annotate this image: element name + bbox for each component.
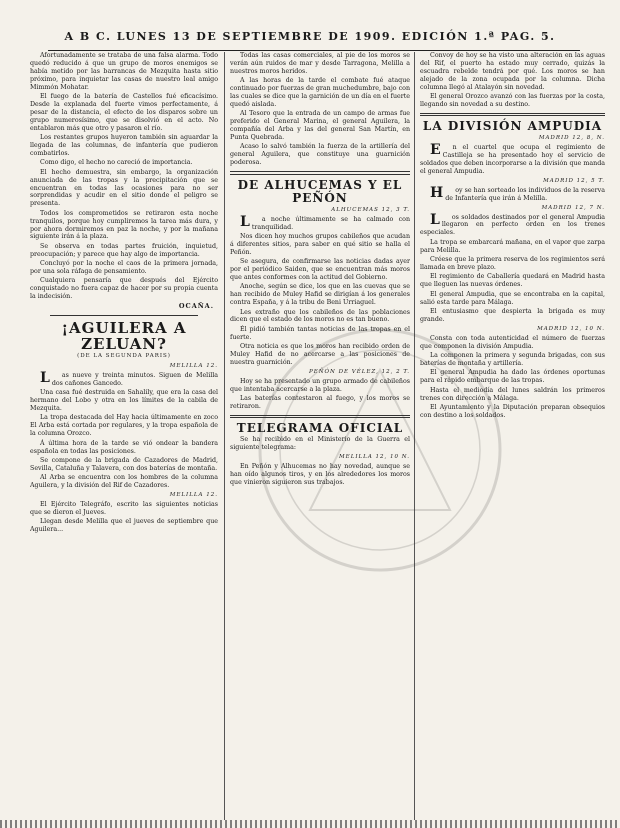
dateline: ALHUCEMAS 12, 3 T. (331, 206, 410, 213)
dateline: MELILLA 12. (169, 492, 218, 499)
article-headline: LA DIVISIÓN AMPUDIA (422, 119, 603, 134)
article-subtitle: (DE LA SEGUNDA PARIS) (77, 353, 171, 360)
column-separator (224, 52, 225, 820)
paragraph: El Ejército Telegráfo, escrito las siguientes noticias que se dieron el Jueves. (30, 501, 218, 516)
paragraph: Nos dicen hoy muchos grupos cabileños que acudan á diferentes sitios, para saber en qué sitio se halla el Peñón. (230, 232, 410, 256)
paragraph: Cualquiera pensaría que después del Ejército conquistado no fuera capaz de hacer por su propia cuenta la indecisión. (30, 277, 218, 301)
paragraph: En Peñón y Alhucemas no hay novedad, aunque se han oído algunos tiros, y en los alrededores los moros que vinieron siguieron sus trabajos. (230, 463, 410, 486)
paragraph: Se ha recibido en el Ministerio de la Guerra el siguiente telegrama: (230, 436, 410, 452)
paragraph: Hasta el mediodía del lunes saldrán los primeros trenes con dirección a Málaga. (420, 386, 605, 402)
paragraph: Los restantes grupos huyeron también sin aguardar la llegada de las columnas, de infantería que pudieron combatirlos. (30, 134, 218, 157)
paragraph: El fuego de la batería de Castellos fué eficacísimo. Desde la explanada del fuerte vimos perfectamente, á pesar de la distancia, el efecto de los disparos sobre un grupo numerosísimo, que se disolvió en el acto. No entablaron más que otro y pasaron el río. (30, 93, 218, 132)
dateline: MADRID 12, 8, N. (538, 135, 605, 142)
paragraph: Afortunadamente se trataba de una falsa alarma. Todo quedó reducido á que un grupo de moros enemigos se había metido por las barrancas de Mezquita hasta sitio próximo, para inquietar las casas de nuestro leal amigo Mimmón Mohatar. (30, 52, 218, 91)
paragraph: Se observa en todas partes fruición, inquietud, preocupación; y parece que hay algo de importancia. (30, 242, 218, 258)
paragraph: Los soldados destinados por el general Ampudia llegaron en perfecto orden en los trenes especiales. (420, 211, 605, 237)
paragraph: Una casa fué destruida en Sahalily, que era la casa del hermano del Lobo y otra en los límites de la cabila de Mezquita. (30, 389, 218, 413)
paragraph: Las nueve y treinta minutos. Siguen de Melilla dos cañones Gancedo. (40, 369, 218, 387)
paragraph: El general Ampudia, que se encontraba en la capital, salió esta tarde para Málaga. (420, 290, 605, 306)
dateline: MELILLA 12, 10 N. (339, 454, 410, 461)
paragraph: La componen la primera y segunda brigadas, con sus baterías de montaña y artillería. (420, 352, 605, 367)
section-rule (230, 171, 410, 175)
paragraph: El entusiasmo que despierta la brigada es muy grande. (420, 307, 605, 323)
dateline: PEÑÓN DE VÉLEZ, 12, 2 T. (309, 368, 410, 375)
dateline: MADRID 12, 5 T. (543, 177, 605, 184)
paragraph: Acaso lo salvó también la fuerza de la artillería del general Aguilera, que constituye una guarnición poderosa. (230, 143, 410, 167)
column-2 (230, 52, 410, 820)
paragraph: El regimiento de Caballería quedará en Madrid hasta que lleguen las nuevas órdenes. (420, 273, 605, 289)
paragraph: Al Arba se encuentra con los hombres de la columna Aguilera, y la división del Rif de Cazadores. (30, 474, 218, 490)
section-rule (50, 315, 198, 316)
paragraph: El hecho demuestra, sin embargo, la organización anunciada de las tropas y la precipitación que se encuentran en todas las ocasiones para no ser sorprendidas y acudir en el sitio donde el peligro se presenta. (30, 168, 218, 208)
paragraph: Hoy se han sorteado los individuos de la reserva de Infantería que irán á Melilla. (430, 184, 605, 202)
article-headline: ¡AGUILERA A ZELUAN? (61, 319, 187, 354)
column-separator (414, 52, 415, 820)
paragraph: Todos los comprometidos se retiraron esta noche tranquilos, porque hoy cumpliremos la tarea más dura, y por ahora dormiremos en paz la noche, y por la mañana siguiente irán á la plaza. (30, 209, 218, 241)
paragraph: Se asegura, de confirmarse las noticias dadas ayer por el periódico Saiden, que se encuentran más moros que antes conformes con la actitud del Gobierno. (230, 258, 410, 281)
paragraph: Como digo, el hecho no careció de importancia. (40, 159, 193, 167)
paragraph: Anoche, según se dice, los que en las cuevas que se han recibido de Muley Hafid se dirigían á los generales contra España, y á la tribu de Beni Urriaguel. (230, 283, 410, 307)
page-header (0, 0, 620, 44)
paragraph: Las baterías contestaron al fuego, y los moros se retiraron. (230, 395, 410, 411)
paragraph: Todas las casas comerciales, al pie de los moros se verán aún ruidos de mar y desde Tarragona, Melilla a nuestros moros heridos. (230, 52, 410, 75)
paragraph: Se compone de la brigada de Cazadores de Madrid, Sevilla, Cataluña y Talavera, con dos baterías de montaña. (30, 456, 218, 472)
dateline: MADRID 12, 7 N. (541, 204, 605, 211)
dateline: MELILLA 12. (169, 363, 218, 369)
article-headline: DE ALHUCEMAS Y EL PEÑÓN (237, 177, 403, 205)
paragraph: En el cuartel que ocupa el regimiento de Castilleja se ha presentado hoy el servicio de soldados que deben incorporarse a la división que manda el general Ampudia. (420, 142, 605, 175)
header-rule (48, 50, 580, 51)
paragraph: La tropa destacada del Hay hacia últimamente en zoco El Arba está cortada por regulares, y la tropa española de la columna Orozco. (30, 414, 218, 438)
paragraph: Otra noticia es que los moros han recibido orden de Muley Hafid de no acercarse a las posiciones de nuestra guarnición. (230, 343, 410, 366)
paragraph: La tropa se embarcará mañana, en el vapor que zarpa para Melilla. (420, 238, 605, 254)
scan-edge (0, 820, 620, 828)
byline: OCAÑA. (178, 302, 214, 311)
paragraph: El general Ampudia ha dado las órdenes oportunas para el rápido embarque de las tropas. (420, 369, 605, 385)
article-headline: TELEGRAMA OFICIAL (236, 421, 404, 436)
column-1 (30, 52, 218, 820)
paragraph: El general Orozco avanzó con las fuerzas por la costa, llegando sin novedad a su destino. (420, 93, 605, 108)
column-3 (420, 52, 605, 820)
paragraph: Él pidió también tantas noticias de las tropas en el fuerte. (230, 325, 410, 341)
paragraph: El Ayuntamiento y la Diputación preparan obsequios con destino a los soldados. (420, 403, 605, 419)
paragraph: Á última hora de la tarde se vió ondear la bandera española en todas las posiciones. (30, 439, 218, 455)
paragraph: Al Tesoro que la entrada de un campo de armas fue preferido el General Marina, el general Aguilera, la compañía del Arba y las del general San Martín, en Punta Quebrada. (230, 110, 410, 142)
dateline: MADRID 12, 10 N. (537, 325, 605, 332)
paragraph: Hoy se ha presentado un grupo armado de cabileños que intentaba acercarse a la plaza. (230, 377, 410, 393)
paragraph: Llegan desde Melilla que el jueves de septiembre que Aguilera... (30, 518, 218, 534)
paragraph: La noche últimamente se ha calmado con tranquilidad. (240, 213, 410, 231)
running-head: A B C. LUNES 13 DE SEPTIEMBRE DE 1909. EDICIÓN 1.ª PAG. 5. (64, 30, 556, 43)
section-rule (230, 415, 410, 419)
section-rule (420, 113, 605, 117)
paragraph: Convoy de hoy se ha visto una alteración en las aguas del Rif, el puerto ha estado muy cerrado, quizás la escuadra rebelde tendrá por qué. Los moros se han alejado de la zona ocupada por la columna. Dicha columna llegó al Atalayón sin novedad. (420, 52, 605, 91)
paragraph: Les extraño que los cabileños de las poblaciones dicen que el estado de los moros no es tan bueno. (230, 308, 410, 324)
paragraph: Concluyó por la noche el caos de la primera jornada, por una sola ráfaga de pensamiento. (30, 260, 218, 276)
paragraph: Consta con toda autenticidad el número de fuerzas que componen la división Ampudia. (420, 334, 605, 350)
paragraph: Créese que la primera reserva de los regimientos será llamada en breve plazo. (420, 256, 605, 271)
paragraph: A las horas de la tarde el combate fué ataque continuado por fuerzas de gran muchedumbre, bajo con las cuales se dice que la garnición de un día en el fuerte quedó aislada. (230, 77, 410, 108)
